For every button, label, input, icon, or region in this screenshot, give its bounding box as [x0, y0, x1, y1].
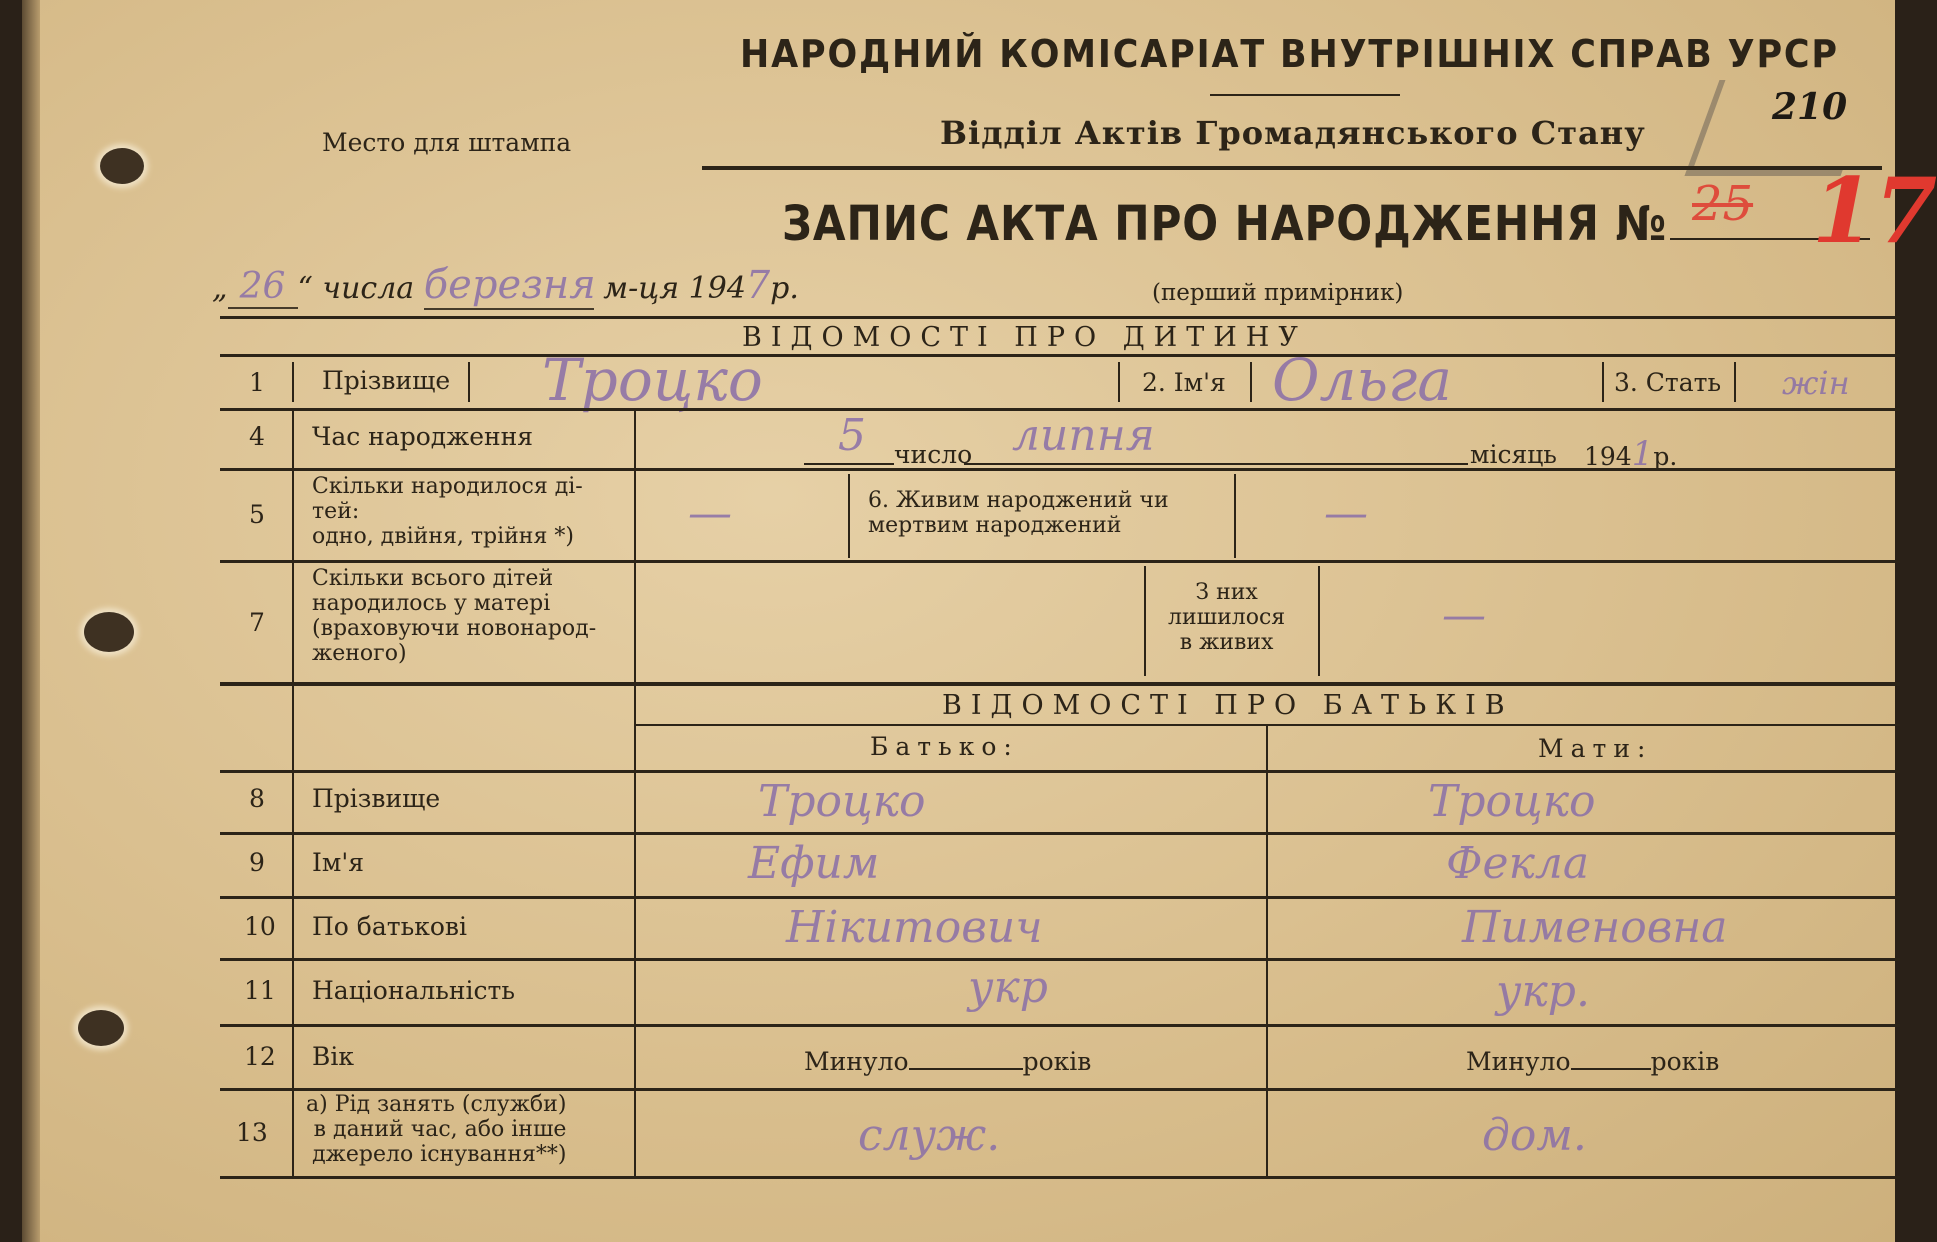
birth-day-line	[804, 463, 894, 465]
row11-label: Національність	[312, 976, 515, 1005]
stamp-place-label: Место для штампа	[322, 128, 572, 157]
mother-age	[1466, 1046, 1719, 1076]
father-patronymic: Нікитович	[786, 902, 1043, 953]
row5-q6-label: 6. Живим народжений чи мертвим народжений	[868, 488, 1169, 538]
day-word: числа	[322, 271, 415, 306]
father-age-post: років	[1022, 1047, 1092, 1076]
row1-sep-c	[1118, 362, 1120, 402]
row4-label: Час народження	[312, 422, 534, 451]
mother-heading: Мати:	[1538, 734, 1653, 763]
row4-num: 4	[249, 422, 265, 451]
row1-name-label: 2. Ім'я	[1142, 368, 1226, 397]
father-age	[804, 1046, 1091, 1076]
rule-child-heading	[220, 354, 1900, 357]
copy-label: (перший примірник)	[1152, 280, 1404, 306]
row5-num: 5	[249, 500, 265, 529]
row5-sep	[848, 474, 850, 558]
birth-month-word: місяць	[1470, 440, 1557, 469]
row1-sep-f	[1734, 362, 1736, 402]
birth-year-digit: 1	[1631, 434, 1654, 474]
parents-section-heading: ВІДОМОСТІ ПРО БАТЬКІВ	[942, 690, 1514, 721]
row7-sep	[1144, 566, 1146, 676]
year-digit: 7	[745, 263, 771, 307]
mother-patronymic: Пименовна	[1462, 902, 1728, 953]
children-alive: —	[1442, 590, 1486, 641]
date-day: 26	[228, 266, 298, 309]
rule-row8	[220, 832, 1900, 835]
mother-nationality: укр.	[1496, 966, 1590, 1017]
row7-alive-label: З них лишилося в живих	[1168, 580, 1286, 655]
father-nationality: укр	[968, 962, 1048, 1013]
rule-top	[220, 316, 1900, 319]
month-word: м-ця	[603, 271, 680, 306]
punch-hole-2	[84, 612, 134, 652]
alive-or-stillborn: —	[1324, 488, 1368, 539]
row7-num: 7	[249, 608, 265, 637]
document-page	[22, 0, 1937, 1242]
row1-sep-b	[468, 362, 470, 402]
row7-label: Скільки всього дітей народилось у матері (враховуючи новонарод- женого)	[312, 566, 597, 666]
row10-num: 10	[244, 912, 276, 941]
child-surname: Троцко	[542, 346, 763, 414]
record-number-struck: 25	[1692, 176, 1754, 232]
children-count: —	[688, 488, 732, 539]
record-number: 17	[1812, 158, 1937, 264]
mother-name: Фекла	[1446, 838, 1590, 889]
rule-bottom	[220, 1176, 1900, 1179]
row5-label: Скільки народилося ді- тей: одно, двійня, трійня *)	[312, 474, 583, 549]
birth-day-word: число	[894, 440, 973, 469]
row5-sep-2	[1234, 474, 1236, 558]
rule-row7	[220, 682, 1900, 686]
rule-row4	[220, 468, 1900, 471]
header-rule	[702, 166, 1882, 170]
row13-label: а) Рід занять (служби) в даний час, або інше джерело існування**)	[306, 1092, 567, 1167]
row1-sep-e	[1602, 362, 1604, 402]
father-heading: Батько:	[870, 732, 1019, 761]
birth-day: 5	[838, 410, 866, 461]
row9-label: Ім'я	[312, 848, 364, 877]
commissariat-title: НАРОДНИЙ КОМІСАРІАТ ВНУТРІШНІХ СПРАВ УРСР	[740, 32, 1839, 76]
col-label-border	[634, 408, 636, 1178]
header-short-rule	[1210, 94, 1400, 96]
birth-month: липня	[1012, 410, 1155, 461]
mother-age-blank	[1571, 1046, 1651, 1070]
birth-year	[1584, 434, 1678, 474]
rule-row5	[220, 560, 1900, 563]
year-prefix: 194	[688, 271, 746, 306]
father-age-pre: Минуло	[804, 1047, 909, 1076]
rule-row11	[220, 1024, 1900, 1027]
father-surname: Троцко	[758, 776, 926, 827]
row7-sep-2	[1318, 566, 1320, 676]
father-age-blank	[909, 1046, 1023, 1070]
row1-sep-d	[1250, 362, 1252, 402]
mother-occupation: дом.	[1482, 1110, 1587, 1161]
parents-middle-border	[1266, 724, 1268, 1178]
rule-parents-sub	[220, 770, 1900, 773]
row8-label: Прізвище	[312, 784, 441, 813]
rule-row9	[220, 896, 1900, 899]
row10-label: По батькові	[312, 912, 467, 941]
child-name: Ольга	[1272, 346, 1452, 414]
father-name: Ефим	[748, 838, 880, 889]
row1-surname-label: Прізвище	[322, 366, 451, 395]
mother-age-pre: Минуло	[1466, 1047, 1571, 1076]
row12-label: Вік	[312, 1042, 354, 1071]
year-suffix: р.	[770, 271, 799, 306]
paper-edge	[22, 0, 40, 1242]
department-title: Відділ Актів Громадянського Стану	[940, 114, 1646, 152]
row1-num: 1	[249, 368, 265, 397]
row13-num: 13	[236, 1118, 268, 1147]
corner-note-210: 210	[1772, 86, 1848, 128]
col-num-border	[292, 408, 294, 1178]
row12-num: 12	[244, 1042, 276, 1071]
row1-sex-label: 3. Стать	[1614, 368, 1722, 397]
date-month: березня	[423, 262, 596, 308]
mother-surname: Троцко	[1428, 776, 1596, 827]
child-section-heading: ВІДОМОСТІ ПРО ДИТИНУ	[742, 322, 1307, 353]
date-line: „ 26 “ числа березня м-ця 1947р.	[212, 262, 799, 308]
document-title: ЗАПИС АКТА ПРО НАРОДЖЕННЯ №	[782, 196, 1668, 252]
punch-hole-1	[100, 148, 144, 184]
row8-num: 8	[249, 784, 265, 813]
mother-age-post: років	[1650, 1047, 1720, 1076]
birth-month-line	[964, 463, 1468, 465]
row11-num: 11	[244, 976, 276, 1005]
birth-year-prefix: 194	[1584, 442, 1632, 471]
punch-hole-3	[78, 1010, 124, 1046]
row1-sep-a	[292, 362, 294, 402]
rule-row12	[220, 1088, 1900, 1091]
rule-row10	[220, 958, 1900, 961]
child-sex: жін	[1782, 364, 1850, 402]
birth-year-suffix: р.	[1653, 442, 1678, 471]
row9-num: 9	[249, 848, 265, 877]
father-occupation: служ.	[858, 1110, 1001, 1161]
